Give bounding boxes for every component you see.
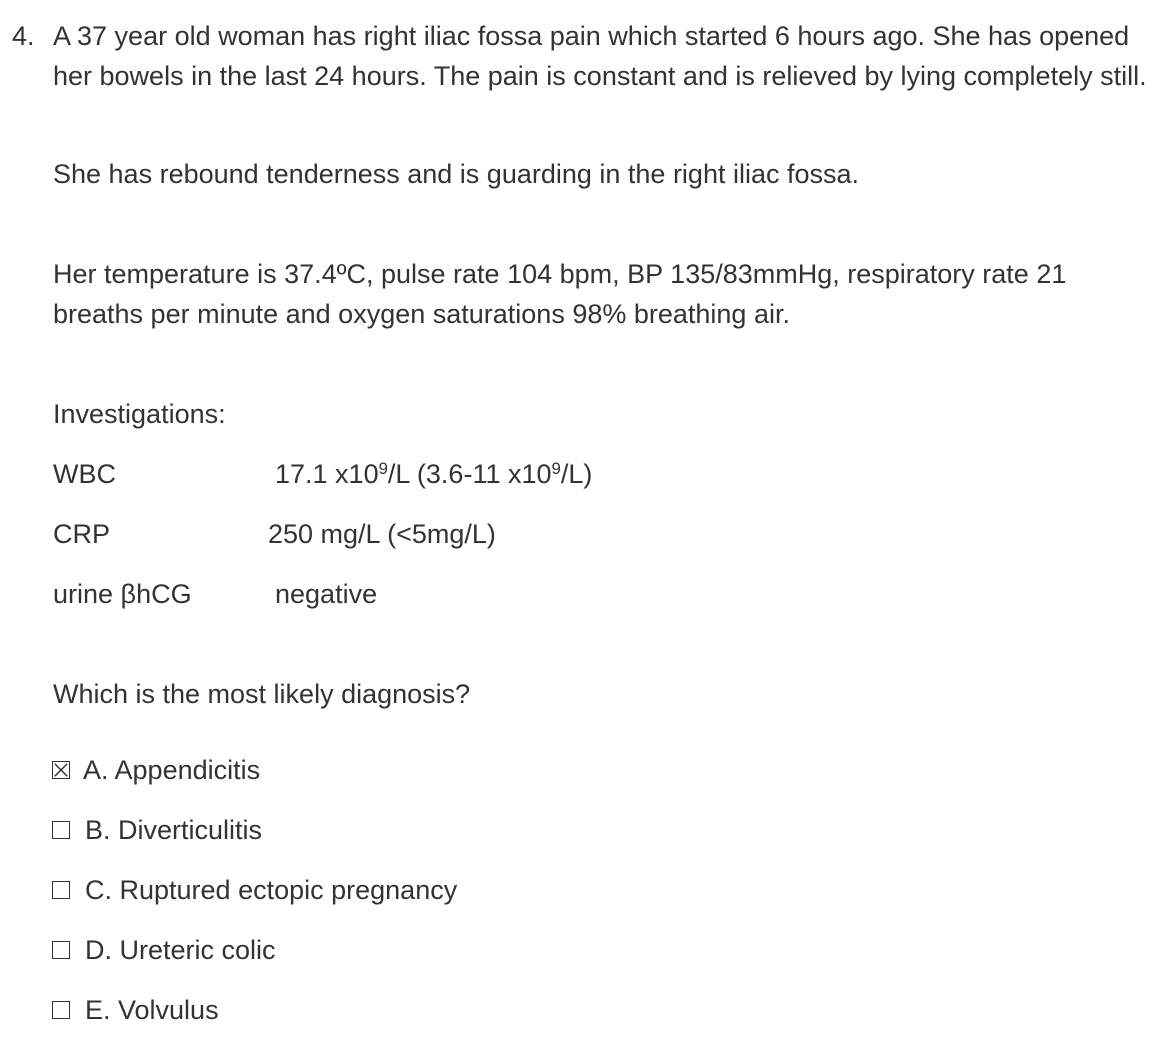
option-label: C. Ruptured ectopic pregnancy	[85, 875, 458, 905]
option-c[interactable]	[52, 870, 457, 910]
question-number: 4.	[12, 21, 35, 51]
question-stem: A 37 year old woman has right iliac fossa pain which started 6 hours ago. She has opened her bowels in the last 24 hours. The pain is constant and is relieved by lying completely still.	[53, 21, 1147, 91]
option-label: B. Diverticulitis	[85, 815, 263, 845]
question-prompt: Which is the most likely diagnosis?	[53, 679, 471, 709]
option-b[interactable]	[52, 810, 262, 850]
investigation-name: urine βhCG	[53, 579, 192, 609]
investigation-name: CRP	[53, 519, 111, 549]
option-e[interactable]	[52, 990, 219, 1030]
investigation-row-bhcg	[53, 574, 753, 614]
checked-checkbox-icon[interactable]	[52, 761, 70, 779]
checkbox-icon[interactable]	[52, 881, 70, 899]
investigation-row-wbc	[53, 454, 753, 494]
observations: Her temperature is 37.4ºC, pulse rate 104 bpm, BP 135/83mmHg, respiratory rate 21 breaths per minute and oxygen saturations 98% breathing air.	[53, 259, 1067, 329]
checkbox-icon[interactable]	[52, 821, 70, 839]
exam-finding: She has rebound tenderness and is guarding in the right iliac fossa.	[53, 159, 860, 189]
investigations-heading: Investigations:	[53, 399, 226, 429]
option-d[interactable]	[52, 930, 276, 970]
investigation-value: negative	[275, 579, 378, 609]
investigation-name: WBC	[53, 459, 116, 489]
investigation-row-crp	[53, 514, 753, 554]
investigation-value: 250 mg/L (<5mg/L)	[268, 519, 496, 549]
checkbox-icon[interactable]	[52, 941, 70, 959]
checkbox-icon[interactable]	[52, 1001, 70, 1019]
option-a[interactable]	[52, 750, 260, 790]
option-label: E. Volvulus	[85, 995, 219, 1025]
option-label: D. Ureteric colic	[85, 935, 276, 965]
option-label: A. Appendicitis	[83, 755, 261, 785]
investigation-value: 17.1 $x10^9/L$ (3.6-11 $x10^9/L$)	[275, 458, 593, 489]
